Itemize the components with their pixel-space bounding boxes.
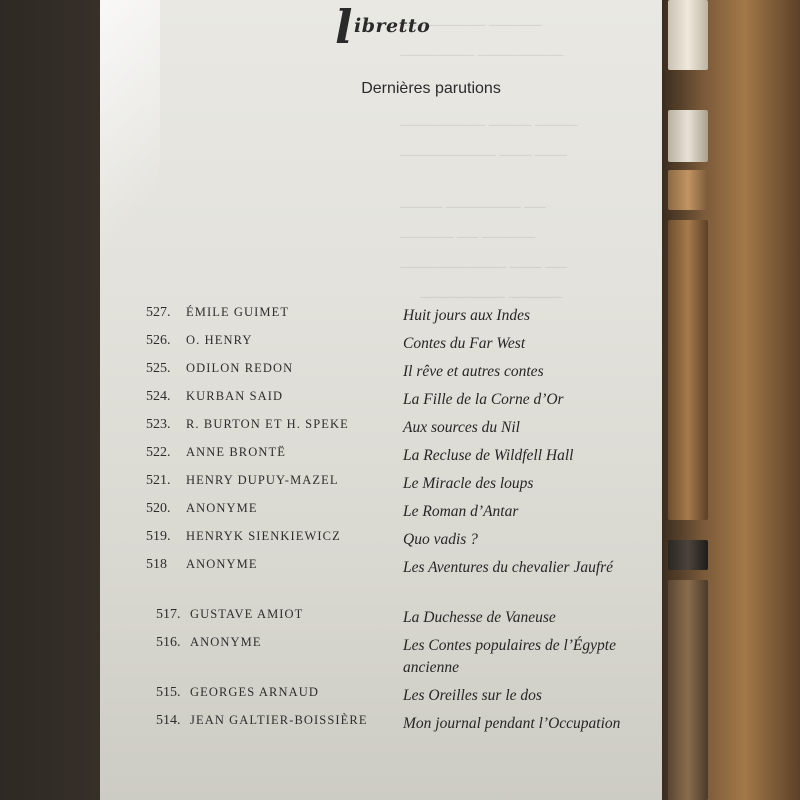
book-author: R. BURTON ET H. SPEKE	[186, 417, 349, 431]
book-title: Huit jours aux Indes	[403, 307, 531, 324]
show-through-texture: ──────── ───── ─────── ──────── ──────── ──── ──── ───────── ─── ─── ──── ─────── ── ───── ── ───── ────────── ─── ── ──────── ─────	[400, 18, 578, 306]
book-author: GEORGES ARNAUD	[190, 685, 319, 699]
book-spine	[668, 540, 708, 570]
book-spine	[668, 0, 708, 70]
list-item	[100, 501, 662, 525]
book-spine	[668, 170, 708, 210]
book-title: Il rêve et autres contes	[403, 363, 544, 380]
book-author: ANONYME	[190, 635, 262, 649]
book-number: 522.	[146, 445, 171, 460]
list-item	[100, 685, 662, 709]
book-title: La Recluse de Wildfell Hall	[403, 447, 574, 464]
book-author: GUSTAVE AMIOT	[190, 607, 304, 621]
list-item	[100, 417, 662, 441]
list-item	[100, 305, 662, 329]
book-number: 519.	[146, 529, 171, 544]
book-number: 525.	[146, 361, 171, 376]
list-item	[100, 529, 662, 553]
book-author: ANONYME	[186, 501, 258, 515]
book-number: 515.	[156, 685, 181, 700]
book-author: HENRY DUPUY-MAZEL	[186, 473, 339, 487]
book-author: ANONYME	[186, 557, 258, 571]
list-item	[100, 445, 662, 469]
book-author: ÉMILE GUIMET	[186, 305, 290, 319]
list-item	[100, 635, 662, 676]
list-item	[100, 713, 662, 737]
book-author: JEAN GALTIER-BOISSIÈRE	[190, 713, 368, 727]
book-spine	[668, 580, 708, 800]
list-item	[100, 473, 662, 497]
book-author: ODILON REDON	[186, 361, 294, 375]
book-author: HENRYK SIENKIEWICZ	[186, 529, 341, 543]
book-title: Le Roman d’Antar	[403, 503, 519, 520]
book-title: Le Miracle des loups	[403, 475, 534, 492]
book-title: Contes du Far West	[403, 335, 526, 352]
list-item	[100, 557, 662, 581]
book-title: Quo vadis ?	[403, 531, 478, 548]
book-title: Les Aventures du chevalier Jaufré	[403, 559, 614, 576]
book-number: 520.	[146, 501, 171, 516]
section-title: Dernières parutions	[361, 80, 501, 97]
list-item	[100, 389, 662, 413]
book-author: O. HENRY	[186, 333, 253, 347]
book-title: Les Contes populaires de l’Égypte ancienne	[403, 637, 616, 676]
book-number: 517.	[156, 607, 181, 622]
book-number: 527.	[146, 305, 171, 320]
book-number: 526.	[146, 333, 171, 348]
book-author: KURBAN SAID	[186, 389, 284, 403]
book-title: La Duchesse de Vaneuse	[403, 609, 556, 626]
page-highlight	[100, 0, 160, 260]
book-spine	[668, 110, 708, 162]
book-number: 524.	[146, 389, 171, 404]
book-author: ANNE BRONTË	[186, 445, 286, 459]
book-title: Aux sources du Nil	[403, 419, 520, 436]
publisher-logo: libretto	[335, 0, 431, 54]
list-item	[100, 607, 662, 631]
list-item	[100, 333, 662, 357]
book-title: La Fille de la Corne d’Or	[403, 391, 564, 408]
book-page	[100, 0, 662, 800]
list-item	[100, 361, 662, 385]
book-number: 516.	[156, 635, 181, 650]
book-title: Mon journal pendant l’Occupation	[403, 715, 621, 732]
book-title: Les Oreilles sur le dos	[403, 687, 542, 704]
book-number: 518	[146, 557, 167, 572]
book-spine	[668, 220, 708, 520]
book-number: 521.	[146, 473, 171, 488]
book-number: 514.	[156, 713, 181, 728]
book-number: 523.	[146, 417, 171, 432]
